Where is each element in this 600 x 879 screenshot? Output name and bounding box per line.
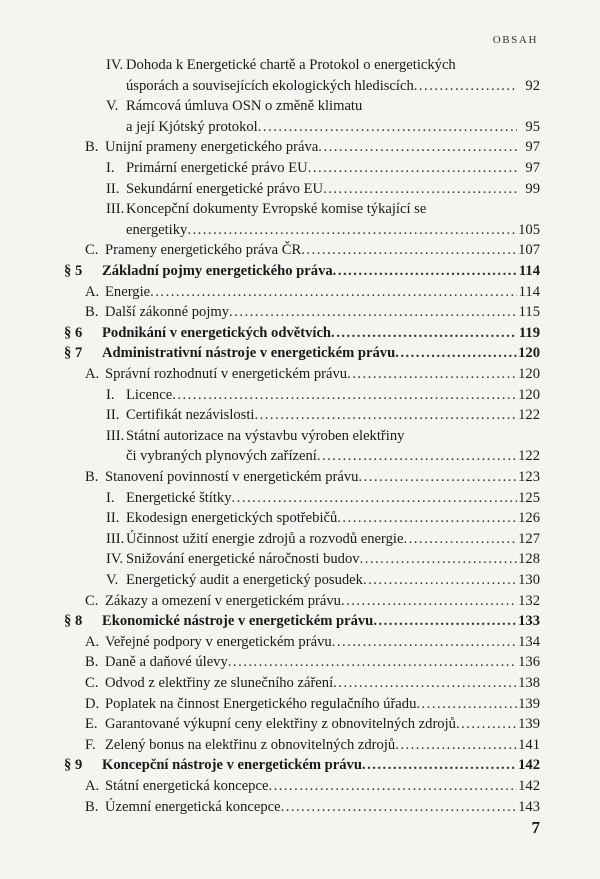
toc-entry-number: III. [106,427,125,444]
toc-entry-page: 126 [518,510,540,527]
dot-leader [268,776,517,797]
toc-entry-page: 119 [518,324,540,341]
toc-entry-number: C. [85,675,99,691]
toc-entry-title: Daně a daňové úlevy [105,654,228,671]
toc-entry-line [85,797,540,818]
toc-entry-number: I. [106,386,115,403]
toc-entry-number: D. [85,695,100,712]
toc-entry-title: Státní autorizace na výstavbu výroben elektřiny [126,427,405,444]
toc-entry-number: II. [106,180,120,197]
toc-entry-title: Dohoda k Energetické chartě a Protokol o energetických [126,57,456,73]
toc-entry-line [85,591,540,612]
toc-entry-line [106,179,540,200]
dot-leader [333,673,517,694]
toc-entry-page: 120 [518,386,540,403]
toc-entry-page: 132 [518,592,540,609]
toc-entry-title: Odvod z elektřiny ze slunečního záření [105,675,334,691]
toc-entry-line [106,446,540,467]
toc-entry-line [106,426,540,447]
toc-entry-line [85,735,540,756]
toc-entry-title: Stanovení povinností v energetickém právu [105,469,359,485]
toc-entry-line [85,282,540,303]
toc-entry-title: Certifikát nezávislosti [126,407,255,424]
toc-entry-title: Zákazy a omezení v energetickém právu [105,592,341,609]
dot-leader [258,117,517,138]
toc-entry-page: 142 [518,757,540,774]
toc-entry-line [64,343,540,364]
toc-entry-page: 127 [518,530,540,547]
toc-entry-number: A. [85,633,100,650]
toc-entry-line [106,96,540,117]
toc-entry-page: 92 [525,77,540,94]
toc-entry-title: Administrativní nástroje v energetickém právu [102,345,396,362]
dot-leader [333,261,517,282]
toc-entry-number: § 7 [64,345,83,362]
dot-leader [362,755,517,776]
toc-entry-number: II. [106,407,120,424]
toc-entry-number: A. [85,283,100,300]
dot-leader [416,694,517,715]
dot-leader [254,405,517,426]
toc-entry-page: 134 [518,633,540,650]
dot-leader [414,76,517,97]
toc-entry-number: A. [85,778,100,794]
toc-entry-page: 95 [525,118,540,135]
toc-entry-number: C. [85,592,99,609]
toc-entry-page: 105 [518,221,540,238]
toc-entry-title: úsporách a souvisejících ekologických hlediscích [126,77,414,94]
toc-entry-number: F. [85,736,96,753]
dot-leader [358,467,517,488]
toc-entry-title: Územní energetická koncepce [105,798,281,815]
toc-entry-title: Ekonomické nástroje v energetickém právu [102,613,374,630]
dot-leader [347,364,517,385]
toc-entry-line [85,467,540,488]
toc-entry-number: V. [106,98,119,115]
toc-entry-line [106,117,540,138]
toc-entry-title: Veřejné podpory v energetickém právu [105,633,332,650]
toc-entry-title: Státní energetická koncepce [105,778,269,794]
toc-entry-page: 114 [518,263,540,279]
toc-entry-page: 141 [518,736,540,753]
toc-entry-page: 115 [518,304,540,321]
toc-entry-number: E. [85,716,98,733]
toc-entry-title: Primární energetické právo EU [126,160,308,176]
toc-entry-page: 122 [518,448,540,465]
toc-entry-title: energetiky [126,221,188,238]
toc-entry-title: Podnikání v energetických odvětvích [102,324,332,341]
toc-entry-number: C. [85,242,99,259]
toc-entry-page: 107 [518,242,540,259]
toc-entry-page: 133 [518,613,540,630]
dot-leader [331,323,517,344]
toc-entry-line [64,611,540,632]
dot-leader [301,240,517,261]
toc-entry-number: B. [85,469,99,485]
toc-entry-page: 130 [518,572,540,588]
toc-entry-number: A. [85,366,100,382]
dot-leader [363,570,517,591]
toc-entry-title: Snižování energetické náročnosti budov [126,551,360,568]
toc-entry-page: 142 [518,778,540,794]
dot-leader [317,446,517,467]
toc-entry-line [64,755,540,776]
toc-entry-title: Unijní prameny energetického práva [105,139,319,156]
toc-entry-page: 128 [518,551,540,568]
toc-entry-title: Rámcová úmluva OSN o změně klimatu [126,98,363,115]
toc-entry-number: II. [106,510,120,527]
toc-entry-title: Základní pojmy energetického práva [102,263,333,279]
toc-entry-number: § 5 [64,263,83,279]
toc-entry-number: III. [106,201,125,218]
toc-entry-line [106,220,540,241]
toc-entry-page: 99 [525,180,540,197]
running-head: OBSAH [492,34,538,46]
toc-entry-line [106,55,540,76]
toc-entry-line [85,302,540,323]
toc-entry-page: 123 [518,469,540,485]
toc-entry-page: 139 [518,695,540,712]
toc-entry-line [106,76,540,97]
dot-leader [172,385,517,406]
dot-leader [403,529,517,550]
dot-leader [373,611,517,632]
dot-leader [341,591,517,612]
toc-entry-title: Ekodesign energetických spotřebičů [126,510,338,527]
toc-entry-line [106,508,540,529]
toc-entry-line [85,673,540,694]
toc-entry-page: 120 [518,366,540,382]
toc-entry-title: Další zákonné pojmy [105,304,230,321]
toc-entry-line [106,158,540,179]
toc-entry-line [106,529,540,550]
dot-leader [308,158,517,179]
toc-entry-line [106,549,540,570]
toc-entry-title: Koncepční dokumenty Evropské komise týkající se [126,201,427,218]
toc-entry-title: Prameny energetického práva ČR [105,242,302,259]
page-number: 7 [531,818,540,837]
dot-leader [150,282,517,303]
toc-entry-title: a její Kjótský protokol [126,118,258,135]
toc-entry-line [85,776,540,797]
dot-leader [229,302,517,323]
toc-entry-page: 125 [518,489,540,506]
dot-leader [360,549,517,570]
toc-entry-number: III. [106,530,125,547]
toc-entry-page: 120 [518,345,540,362]
toc-entry-line [106,385,540,406]
toc-entry-line [106,570,540,591]
toc-entry-title: Správní rozhodnutí v energetickém právu [105,366,348,382]
toc-entry-line [85,364,540,385]
dot-leader [456,714,517,735]
dot-leader [323,179,517,200]
toc-entry-number: § 9 [64,757,83,774]
toc-entry-title: Koncepční nástroje v energetickém právu [102,757,362,774]
toc-entry-number: I. [106,489,115,506]
dot-leader [318,137,517,158]
toc-entry-line [85,240,540,261]
toc-entry-number: B. [85,304,99,321]
dot-leader [232,488,517,509]
toc-entry-title: Zelený bonus na elektřinu z obnovitelných zdrojů [105,736,396,753]
toc-entry-title: Energetický audit a energetický posudek [126,572,363,588]
toc-entry-number: § 8 [64,613,83,630]
dot-leader [337,508,517,529]
toc-entry-number: § 6 [64,324,83,341]
toc-entry-title: Účinnost užití energie zdrojů a rozvodů energie [126,530,404,547]
toc-entry-title: Energie [105,283,151,300]
toc-entry-number: B. [85,798,99,815]
toc-entry-line [85,137,540,158]
toc-entry-title: Sekundární energetické právo EU [126,180,324,197]
toc-entry-line [106,488,540,509]
toc-entry-number: IV. [106,57,124,73]
dot-leader [332,632,517,653]
toc-entry-number: V. [106,572,119,588]
toc-entry-page: 97 [525,139,540,156]
toc-entry-page: 139 [518,716,540,733]
toc-entry-title: Energetické štítky [126,489,232,506]
toc-entry-line [85,652,540,673]
toc-entry-line [85,632,540,653]
dot-leader [187,220,517,241]
toc-entry-title: Poplatek na činnost Energetického regulačního úřadu [105,695,417,712]
dot-leader [395,735,517,756]
toc-entry-title: Garantované výkupní ceny elektřiny z obnovitelných zdrojů [105,716,456,733]
toc-entry-line [85,714,540,735]
toc-entry-title: Licence [126,386,173,403]
toc-entry-number: I. [106,160,115,176]
toc-entry-line [106,405,540,426]
toc-entry-title: či vybraných plynových zařízení [126,448,317,465]
toc-entry-page: 138 [518,675,540,691]
toc-entry-page: 122 [518,407,540,424]
toc-entry-number: B. [85,139,99,156]
toc-entry-number: B. [85,654,99,671]
toc-entry-page: 97 [525,160,540,176]
toc-entry-line [64,261,540,282]
dot-leader [395,343,517,364]
toc-entry-line [85,694,540,715]
toc-entry-line [64,323,540,344]
toc-entry-number: IV. [106,551,124,568]
dot-leader [281,797,517,818]
toc-entry-page: 114 [518,283,540,300]
dot-leader [228,652,517,673]
toc-entry-line [106,199,540,220]
toc-entry-page: 143 [518,798,540,815]
toc-entry-page: 136 [518,654,540,671]
